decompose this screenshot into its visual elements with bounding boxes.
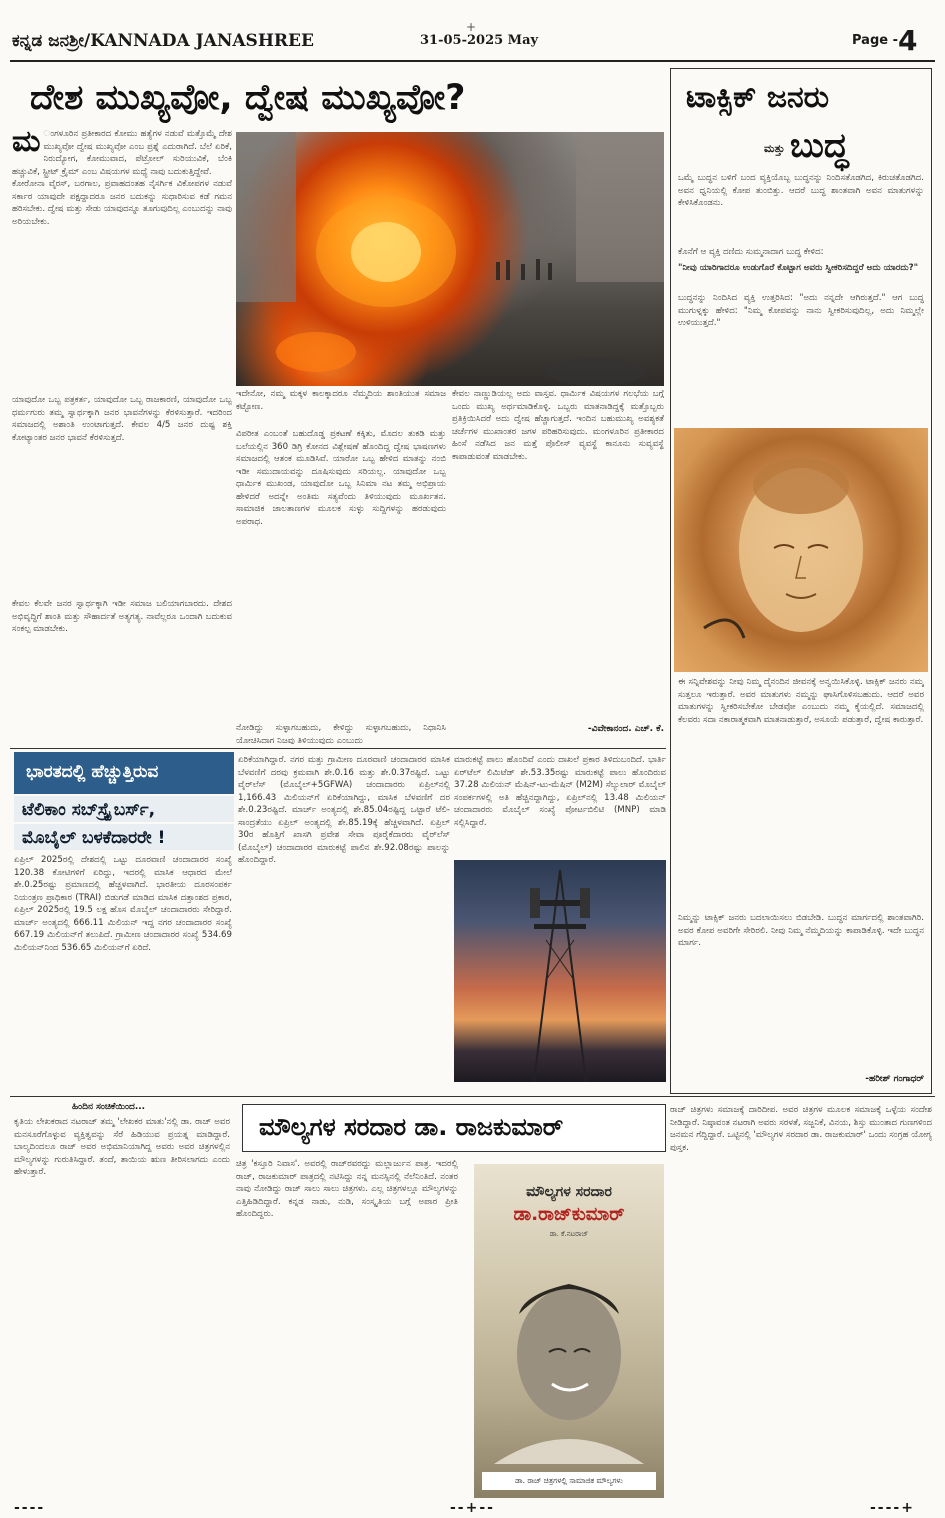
section-divider	[10, 748, 666, 749]
buddha-headline-1: ಟಾಕ್ಸಿಕ್ ಜನರು	[686, 80, 830, 115]
page-label: Page -	[852, 33, 898, 48]
footer-center-mark: --+--	[450, 1500, 495, 1516]
footer-right-mark: ----+	[870, 1500, 915, 1516]
rajkumar-col3: ರಾಜ್ ಚಿತ್ರಗಳು ಸಮಾಜಕ್ಕೆ ದಾರಿದೀಪ. ಅವರ ಚಿತ್ರಗಳ ಮೂಲಕ ಸಮಾಜಕ್ಕೆ ಒಳ್ಳೆಯ ಸಂದೇಶ ನೀಡಿದ್ದಾರೆ. ನಿಷ್ಠಾವಂತ ನಟರಾಗಿ ಅವರು ಸರಳತೆ, ಸಜ್ಜನಿಕೆ, ವಿನಯ, ಶಿಸ್ತು ಮುಂತಾದ ಗುಣಗಳಿಂದ ಜನಮನ ಗೆದ್ದಿದ್ದಾರೆ. ಒಟ್ಟಿನಲ್ಲಿ 'ಮೌಲ್ಯಗಳ ಸರದಾರ ಡಾ. ರಾಜಕುಮಾರ್' ಒಂದು ಸಂಗ್ರಹ ಯೋಗ್ಯ ಪುಸ್ತಕ.	[670, 1105, 932, 1153]
main-col2-quote: ನೋಡಿದ್ದು ಸುಳ್ಳಾಗಬಹುದು, ಕೇಳಿದ್ದು ಸುಳ್ಳಾಗಬಹುದು, ನಿಧಾನಿಸಿ ಯೋಚಿಸಿದಾಗ ನಿಜವು ತಿಳಿಯುವುದು ಎಂಬುದು	[236, 723, 446, 746]
crop-mark-icon: +	[466, 20, 477, 34]
book-title-top: ಮೌಲ್ಯಗಳ ಸರದಾರ	[526, 1184, 612, 1200]
telecom-banner-3: ಮೊಬೈಲ್ ಬಳಕೆದಾರರೇ !	[14, 824, 234, 850]
buddha-para2: ಕೊನೆಗೆ ಆ ವ್ಯಕ್ತಿ ದಣಿದು ಸುಮ್ಮನಾದಾಗ ಬುದ್ಧ ಕೇಳಿದ:	[678, 247, 824, 257]
main-byline: -ವಿವೇಕಾನಂದ. ಎಚ್. ಕೆ.	[587, 724, 664, 734]
rajkumar-headline: ಮೌಲ್ಯಗಳ ಸರದಾರ ಡಾ. ರಾಜಕುಮಾರ್	[242, 1104, 666, 1152]
buddha-byline: -ಹರೀಶ್ ಗಂಗಾಧರ್	[865, 1074, 924, 1084]
masthead-rule	[10, 60, 935, 62]
riot-photo	[236, 132, 664, 386]
cell-tower-icon	[454, 860, 666, 1082]
rajkumar-portrait-icon	[474, 1244, 664, 1464]
main-col2-body: ವಿಪರೀತ ಎಂಬಂತೆ ಬಹುದೊಡ್ಡ ಪ್ರಕಟಣೆ ಕಕ್ಕಿತು, ಮೊದಲ ತುಕಡಿ ಮತ್ತು ಬಲೆಯಲ್ಲಿನ 360 ಡಿಗ್ರಿ ಕೋನದ ವಿಶ್ಲೇಷಣೆ ಹೊಂದಿದ್ದ ದ್ವೇಷ ಭಾಷಣಗಳು ಸಮಾಜದಲ್ಲಿ ಆತಂಕ ಮೂಡಿಸಿವೆ. ಯಾರೋ ಒಬ್ಬ ಹೇಳಿದ ಮಾತನ್ನು ನಂಬಿ ಇಡೀ ಸಮುದಾಯವನ್ನು ದೂಷಿಸುವುದು ಸರಿಯಲ್ಲ. ಯಾವುದೋ ಒಬ್ಬ ಧಾರ್ಮಿಕ ಮುಖಂಡ, ಯಾವುದೋ ಒಬ್ಬ ಸಿನಿಮಾ ನಟ ತಮ್ಮ ಅಭಿಪ್ರಾಯ ಹೇಳಿದರೆ ಅದನ್ನೇ ಅಂತಿಮ ಸತ್ಯವೆಂದು ತಿಳಿಯುವುದು ಮೂರ್ಖತನ. ಸಾಮಾಜಿಕ ಜಾಲತಾಣಗಳ ಮೂಲಕ ಸುಳ್ಳು ಸುದ್ದಿಗಳನ್ನು ಹರಡುವುದು ಅಪರಾಧ.	[236, 429, 446, 527]
dropcap: ಮ	[12, 128, 41, 159]
paper-name: ಕನ್ನಡ ಜನಶ್ರೀ/KANNADA JANASHREE	[12, 31, 314, 51]
telecom-col3: ಮಾರುಕಟ್ಟೆ ಪಾಲು ಹೊಂದಿವೆ ಎಂದು ದಾಖಲೆ ಪ್ರಕಾರ ತಿಳಿದುಬಂದಿದೆ. ಭಾರ್ತಿ ಏರ್‌ಟೆಲ್ ಲಿಮಿಟೆಡ್ ಶೇ.53.35ರಷ್ಟು ಮಾರುಕಟ್ಟೆ ಪಾಲು ಹೊಂದಿರುವ 37.28 ಮಿಲಿಯನ್ ಮೆಷಿನ್-ಟು-ಮೆಷಿನ್ (M2M) ಸೆಲ್ಯುಲಾರ್ ಮೊಬೈಲ್ ಸಂಪರ್ಕಗಳಲ್ಲಿ ಅತಿ ಹೆಚ್ಚಿನದ್ದಾಗಿದ್ದು, ಏಪ್ರಿಲ್‌ನಲ್ಲಿ 13.48 ಮಿಲಿಯನ್ ಚಂದಾದಾರರು ಮೊಬೈಲ್ ಸಂಖ್ಯೆ ಪೋರ್ಟಬಿಲಿಟಿ (MNP) ಮಾಡಿ ಸಲ್ಲಿಸಿದ್ದಾರೆ.	[454, 755, 666, 828]
masthead	[0, 0, 945, 62]
page-number: 4	[898, 24, 918, 57]
buddha-para5: ನಿಮ್ಮನ್ನು ಟಾಕ್ಸಿಕ್ ಜನರು ಬದಲಾಯಿಸಲು ಬಿಡಬೇಡಿ. ಬುದ್ಧನ ಮಾರ್ಗದಲ್ಲಿ ಶಾಂತವಾಗಿರಿ. ಅವರ ಕೋಪ ಅವರಿಗೇ ಸೇರಿರಲಿ. ನೀವು ನಿಮ್ಮ ನೆಮ್ಮದಿಯನ್ನು ಕಾಪಾಡಿಕೊಳ್ಳಿ. ಇದೇ ಬುದ್ಧನ ಮಾರ್ಗ.	[678, 913, 924, 948]
book-author: ಡಾ. ಕೆ.ನಟರಾಜ್	[549, 1230, 589, 1238]
buddha-face-icon	[674, 428, 928, 672]
main-col1-lead-text: ಂಗಳೂರಿನ ಪ್ರತೀಕಾರದ ಕೋಮು ಹತ್ಯೆಗಳ ನಡುವೆ ಮತ್ತೊಮ್ಮೆ ದೇಶ ಮುಖ್ಯವೋ ದ್ವೇಷ ಮುಖ್ಯವೋ ಎಂಬ ಪ್ರಶ್ನೆ ಎದುರಾಗಿದೆ. ಬೆಲೆ ಏರಿಕೆ, ನಿರುದ್ಯೋಗ, ಕೋಮುವಾದ, ಪೆಟ್ರೋಲ್ ಸುರಿಯುವಿಕೆ, ಬೆಂಕಿ ಹಚ್ಚುವಿಕೆ, ಸ್ಟ್ರೀಟ್ ಕ್ರೈಮ್ ಎಂಬ ವಿಷಯಗಳ ಮಧ್ಯೆ ನಾವು ಬದುಕುತ್ತಿದ್ದೇವೆ.	[12, 129, 232, 177]
main-col1-p2: ಕೋರೋನಾ ವೈರಸ್, ಬರಗಾಲ, ಪ್ರವಾಹದಂತಹ ನೈಸರ್ಗಿಕ ವಿಕೋಪಗಳ ನಡುವೆ ಸರ್ಕಾರ ಯಾವುದೇ ಪಕ್ಷದ್ದಾದರೂ ಜನರ ಬದುಕನ್ನು ಸುಧಾರಿಸುವ ಕಡೆ ಗಮನ ಹರಿಸಬೇಕು. ದ್ವೇಷ ಮತ್ತು ಸೇಡು ಯಾವುದನ್ನೂ ತೂಗುವುದಿಲ್ಲ ಎಂಬುದನ್ನು ನಾವು ಅರಿಯಬೇಕು.	[12, 179, 232, 227]
buddha-quote: "ನೀವು ಯಾರಿಗಾದರೂ ಉಡುಗೊರೆ ಕೊಟ್ಟಾಗ ಅವರು ಸ್ವೀಕರಿಸದಿದ್ದರೆ ಅದು ಯಾರದು?"	[678, 263, 919, 273]
main-headline: ದೇಶ ಮುಖ್ಯವೋ, ದ್ವೇಷ ಮುಖ್ಯವೋ?	[30, 78, 466, 118]
riot-photo-art	[236, 132, 664, 386]
telecom-col1: ಏಪ್ರಿಲ್ 2025ರಲ್ಲಿ ದೇಶದಲ್ಲಿ ಒಟ್ಟು ದೂರವಾಣಿ ಚಂದಾದಾರರ ಸಂಖ್ಯೆ 120.38 ಕೋಟಿಗಳಿಗೆ ಏರಿದ್ದು, ಇದರಲ್ಲಿ ಮಾಸಿಕ ಆಧಾರದ ಮೇಲೆ ಶೇ.0.25ರಷ್ಟು ಪ್ರಮಾಣದಲ್ಲಿ ಹೆಚ್ಚಳವಾಗಿದೆ. ಭಾರತೀಯ ದೂರಸಂಪರ್ಕ ನಿಯಂತ್ರಣ ಪ್ರಾಧಿಕಾರ (TRAI) ಬಿಡುಗಡೆ ಮಾಡಿದ ಮಾಸಿಕ ದತ್ತಾಂಶದ ಪ್ರಕಾರ, ಏಪ್ರಿಲ್ 2025ರಲ್ಲಿ 19.5 ಲಕ್ಷ ಹೊಸ ಮೊಬೈಲ್ ಚಂದಾದಾರರು ಸೇರಿದ್ದಾರೆ. ಮಾರ್ಚ್ ಅಂತ್ಯದಲ್ಲಿ 666.11 ಮಿಲಿಯನ್ ಇದ್ದ ನಗರ ಚಂದಾದಾರರ ಸಂಖ್ಯೆ 667.19 ಮಿಲಿಯನ್‌ಗೆ ತಲುಪಿದೆ. ಗ್ರಾಮೀಣ ಚಂದಾದಾರರ ಸಂಖ್ಯೆ 534.69 ಮಿಲಿಯನ್‌ನಿಂದ 536.65 ಮಿಲಿಯನ್‌ಗೆ ಏರಿದೆ.	[14, 855, 232, 953]
buddha-headline-2: ಬುದ್ಧ	[790, 126, 849, 166]
main-col1-p3: ಯಾವುದೋ ಒಬ್ಬ ಪತ್ರಕರ್ತ, ಯಾವುದೋ ಒಬ್ಬ ರಾಜಕಾರಣಿ, ಯಾವುದೋ ಒಬ್ಬ ಧರ್ಮಗುರು ತಮ್ಮ ಸ್ವಾರ್ಥಕ್ಕಾಗಿ ಜನರ ಭಾವನೆಗಳನ್ನು ಕೆರಳಿಸುತ್ತಾರೆ. ಇದರಿಂದ ಸಮಾಜದಲ್ಲಿ ಅಶಾಂತಿ ಉಂಟಾಗುತ್ತದೆ. ಕೇವಲ 4/5 ಜನರ ದುಷ್ಟ ಶಕ್ತಿ ಕೋಟ್ಯಾಂತರ ಜನರ ಭಾವನೆ ಕೆರಳಿಸುತ್ತದೆ.	[12, 395, 232, 443]
telecom-banner-2: ಟೆಲಿಕಾಂ ಸಬ್‌ಸ್ಕ್ರೈಬರ್ಸ್,	[14, 796, 234, 822]
main-col3-body: ಕೇವಲ ನಾಣ್ಣುಡಿಯಲ್ಲ ಅದು ವಾಸ್ತವ. ಧಾರ್ಮಿಕ ವಿಷಯಗಳ ಗಲಭೆಯ ಬಗ್ಗೆ ಒಂದು ಮುಖ್ಯ ಅರ್ಥಮಾಡಿಕೊಳ್ಳಿ. ಒಬ್ಬರು ಮಾತನಾಡಿದ್ದಕ್ಕೆ ಮತ್ತೊಬ್ಬರು ಪ್ರತಿಕ್ರಿಯಿಸಿದರೆ ಅದು ದ್ವೇಷ ಹೆಚ್ಚಾಗುತ್ತದೆ. ಇಂದಿನ ಬಹುಮುಖ್ಯ ಅವಶ್ಯಕತೆ ಚರ್ಚೆಗಳ ಮುಖಾಂತರ ಜಗಳ ಪರಿಹರಿಸುವುದು. ಮಂಗಳೂರಿನ ಪ್ರತೀಕಾರದ ಹಿಂಸೆ ನಡೆಸಿದ ಜನ ಮತ್ತೆ ಪೊಲೀಸ್ ವ್ಯವಸ್ಥೆ ಕಾನೂನು ಸುವ್ಯವಸ್ಥೆ ಕಾಪಾಡುವಂತೆ ಮಾಡಬೇಕು.	[452, 389, 664, 462]
issue-date: 31-05-2025 May	[420, 33, 539, 48]
rajkumar-intro-label: ಹಿಂದಿನ ಸಂಚಿಕೆಯಿಂದ...	[72, 1102, 146, 1112]
buddha-para4: ಈ ಸನ್ನಿವೇಶವನ್ನು ನೀವು ನಿಮ್ಮ ದೈನಂದಿನ ಜೀವನಕ್ಕೆ ಅನ್ವಯಿಸಿಕೊಳ್ಳಿ. ಟಾಕ್ಸಿಕ್ ಜನರು ನಮ್ಮ ಸುತ್ತಲೂ ಇರುತ್ತಾರೆ. ಅವರ ಮಾತುಗಳು ನಮ್ಮನ್ನು ಘಾಸಿಗೊಳಿಸಬಹುದು. ಆದರೆ ಅವರ ಮಾತುಗಳನ್ನು ಸ್ವೀಕರಿಸಬೇಕೋ ಬೇಡವೋ ಎಂಬುದು ನಮ್ಮ ಕೈಯಲ್ಲಿದೆ. ಸಮಾಜದಲ್ಲಿ ಕೆಲವರು ಸದಾ ನಕಾರಾತ್ಮಕವಾಗಿ ಮಾತನಾಡುತ್ತಾರೆ, ಅಸೂಯೆ ಪಡುತ್ತಾರೆ, ದ್ವೇಷ ಕಾರುತ್ತಾರೆ.	[678, 677, 924, 725]
main-col1-lead	[12, 128, 232, 390]
telecom-tower-photo	[454, 860, 666, 1082]
buddha-para3: ಬುದ್ಧನನ್ನು ನಿಂದಿಸಿದ ವ್ಯಕ್ತಿ ಉತ್ತರಿಸಿದ: "ಅದು ನನ್ನದೇ ಆಗಿರುತ್ತದೆ." ಆಗ ಬುದ್ಧ ಮುಗುಳ್ನಕ್ಕು ಹೇಳಿದ: "ನಿಮ್ಮ ಕೋಪವನ್ನು ನಾನು ಸ್ವೀಕರಿಸುವುದಿಲ್ಲ, ಅದು ನಿಮ್ಮಲ್ಲೇ ಉಳಿಯುತ್ತದೆ."	[678, 293, 924, 328]
main-col2-top: ಇದೇನೋ, ನಮ್ಮ ಮಕ್ಕಳ ಕಾಲಕ್ಕಾದರೂ ನೆಮ್ಮದಿಯ ಶಾಂತಿಯುತ ಸಮಾಜ ಕಟ್ಟೋಣ.	[236, 389, 446, 412]
buddha-headline-small: ಮತ್ತು	[764, 142, 785, 155]
rajkumar-col2: ಚಿತ್ರ 'ಕಸ್ತೂರಿ ನಿವಾಸ'. ಅವರಲ್ಲಿ ರಾಜ್‌ರವರದ್ದು ಮಲ್ಲಾರ್ಜುನ ಪಾತ್ರ. ಇದರಲ್ಲಿ ರಾಜ್, ರಾಜಕುಮಾರ್ ಪಾತ್ರದಲ್ಲಿ ನಟಿಸಿದ್ದು ನನ್ನ ಮನಸ್ಸಿನಲ್ಲಿ ನೆಲೆನಿಂತಿದೆ. ನಂತರ ನಾವು ನೋಡಿದ್ದು ರಾಜ್ ಸಾಲು ಸಾಲು ಚಿತ್ರಗಳು. ಎಲ್ಲ ಚಿತ್ರಗಳಲ್ಲೂ ಮೌಲ್ಯಗಳನ್ನು ಎತ್ತಿಹಿಡಿದಿದ್ದಾರೆ. ಕನ್ನಡ ನಾಡು, ನುಡಿ, ಸಂಸ್ಕೃತಿಯ ಬಗ್ಗೆ ಅಪಾರ ಪ್ರೀತಿ ಹೊಂದಿದ್ದರು.	[236, 1159, 458, 1219]
rajkumar-col1: ಕೃತಿಯ ಲೇಖಕರಾದ ನಟರಾಜ್ ತಮ್ಮ 'ಲೇಖಕರ ಮಾತು'ನಲ್ಲಿ ಡಾ. ರಾಜ್ ಅವರ ಮನಸೂರೆಗೊಳ್ಳುವ ವ್ಯಕ್ತಿತ್ವವನ್ನು ಸೆರೆ ಹಿಡಿಯುವ ಪ್ರಯತ್ನ ಮಾಡಿದ್ದಾರೆ. ಬಾಲ್ಯದಿಂದಲೂ ರಾಜ್ ಅವರ ಅಭಿಮಾನಿಯಾಗಿದ್ದ ಅವರು ಅವರ ಚಿತ್ರಗಳಲ್ಲಿನ ಮೌಲ್ಯಗಳನ್ನು ಗುರುತಿಸಿದ್ದಾರೆ. ತಂದೆ, ತಾಯಿಯ ಋಣ ತೀರಿಸಲಾಗದು ಎಂದು ಹೇಳುತ್ತಾರೆ.	[14, 1117, 230, 1177]
telecom-banner-1: ಭಾರತದಲ್ಲಿ ಹೆಚ್ಚುತ್ತಿರುವ	[14, 752, 234, 794]
book-cover	[474, 1164, 664, 1498]
buddha-photo	[674, 428, 928, 672]
book-footer: ಡಾ. ರಾಜ್ ಚಿತ್ರಗಳಲ್ಲಿ ಸಾಮಾಜಿಕ ಮೌಲ್ಯಗಳು	[482, 1472, 656, 1490]
telecom-col2: ಏರಿಕೆಯಾಗಿದ್ದಾರೆ. ನಗರ ಮತ್ತು ಗ್ರಾಮೀಣ ದೂರವಾಣಿ ಚಂದಾದಾರರ ಮಾಸಿಕ ಬೆಳವಣಿಗೆ ದರವು ಕ್ರಮವಾಗಿ ಶೇ.0.16 ಮತ್ತು ಶೇ.0.37ರಷ್ಟಿದೆ. ಒಟ್ಟು ವೈರ್‌ಲೆಸ್ (ಮೊಬೈಲ್+5GFWA) ಚಂದಾದಾರರು ಏಪ್ರಿಲ್‌ನಲ್ಲಿ 1,166.43 ಮಿಲಿಯನ್‌ಗೆ ಏರಿಕೆಯಾಗಿದ್ದು, ಮಾಸಿಕ ಬೆಳವಣಿಗೆ ದರ ಶೇ.0.23ರಷ್ಟಿದೆ. ಮಾರ್ಚ್ ಅಂತ್ಯದಲ್ಲಿ ಶೇ.85.04ರಷ್ಟಿದ್ದ ಒಟ್ಟಾರೆ ಟೆಲಿ-ಸಾಂದ್ರತೆಯು ಏಪ್ರಿಲ್ ಅಂತ್ಯದಲ್ಲಿ ಶೇ.85.19ಕ್ಕೆ ಹೆಚ್ಚಳವಾಗಿದೆ. ಏಪ್ರಿಲ್ 30ರ ಹೊತ್ತಿಗೆ ಖಾಸಗಿ ಪ್ರವೇಶ ಸೇವಾ ಪೂರೈಕೆದಾರರು ವೈರ್‌ಲೆಸ್ (ಮೊಬೈಲ್) ಚಂದಾದಾರರ ಮಾರುಕಟ್ಟೆ ಪಾಲಿನ ಶೇ.92.08ರಷ್ಟು ಪಾಲನ್ನು ಹೊಂದಿದ್ದಾರೆ.	[238, 755, 450, 865]
main-col1-p4: ಕೇವಲ ಕೆಲವೇ ಜನರ ಸ್ವಾರ್ಥಕ್ಕಾಗಿ ಇಡೀ ಸಮಾಜ ಬಲಿಯಾಗಬಾರದು. ದೇಶದ ಅಭಿವೃದ್ಧಿಗೆ ಶಾಂತಿ ಮತ್ತು ಸೌಹಾರ್ದತೆ ಅತ್ಯಗತ್ಯ. ನಾವೆಲ್ಲರೂ ಒಂದಾಗಿ ಬದುಕುವ ಸಂಕಲ್ಪ ಮಾಡಬೇಕು.	[12, 599, 232, 634]
footer-left-mark: ----	[14, 1500, 46, 1516]
section-divider-2	[10, 1096, 935, 1097]
book-title-main: ಡಾ.ರಾಜ್‌ಕುಮಾರ್	[513, 1204, 625, 1225]
buddha-para1: ಒಮ್ಮೆ ಬುದ್ಧನ ಬಳಿಗೆ ಬಂದ ವ್ಯಕ್ತಿಯೊಬ್ಬ ಬುದ್ಧನನ್ನು ನಿಂದಿಸತೊಡಗಿದ, ಕಿರುಚತೊಡಗಿದ. ಅವನ ಧ್ವನಿಯಲ್ಲಿ ಕೋಪ ತುಂಬಿತ್ತು. ಆದರೆ ಬುದ್ಧ ಶಾಂತವಾಗಿ ಅವನ ಮಾತುಗಳನ್ನು ಕೇಳಿಸಿಕೊಂಡನು.	[678, 173, 924, 208]
